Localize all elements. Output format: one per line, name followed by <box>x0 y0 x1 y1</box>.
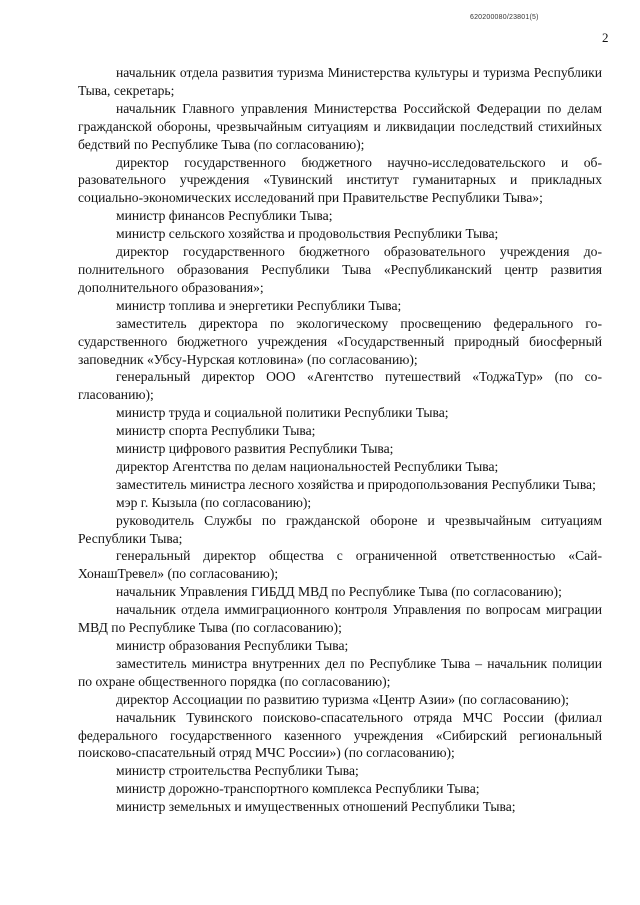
page-number: 2 <box>602 30 609 45</box>
committee-member-paragraph: министр труда и социальной политики Республики Тыва; <box>116 405 449 421</box>
committee-member-paragraph: начальник Главного управления Министерства Российской Федерации по делам гражданской обороны, чрезвычайным ситуациям и ликвидации последствий стихийных бедствий по Республике Тыва (по согласованию); <box>78 100 602 152</box>
committee-member-paragraph: заместитель директора по экологическому просвещению федерального государственного бюджетного учреждения «Государственный природный биосферный заповедник «Убсу-Нурская котловина» (по согласованию); <box>78 315 602 367</box>
committee-member-paragraph: министр цифрового развития Республики Тыва; <box>116 441 394 457</box>
committee-member-paragraph: заместитель министра внутренних дел по Республике Тыва – начальник полиции по охране общественного порядка (по согласованию); <box>78 655 602 689</box>
committee-member-paragraph: генеральный директор ООО «Агентство путешествий «ТоджаТур» (по согласованию); <box>78 369 602 403</box>
committee-member-paragraph: заместитель министра лесного хозяйства и природопользования Республики Тыва; <box>116 476 596 492</box>
committee-member-paragraph: начальник отдела развития туризма Министерства культуры и туризма Республики Тыва, секретарь; <box>78 65 602 98</box>
committee-member-paragraph: министр образования Республики Тыва; <box>116 638 349 653</box>
document-code: 620200080/23801(5) <box>470 14 539 21</box>
committee-member-paragraph: министр финансов Республики Тыва; <box>116 208 333 224</box>
committee-member-paragraph: начальник Тувинского поисково-спасательного отряда МЧС России (филиал федерального государственного казенного учреждения «Сибирский региональный поисково-спасательный отряд МЧС России») (по согласованию); <box>78 709 602 761</box>
committee-member-paragraph: министр спорта Республики Тыва; <box>116 423 316 439</box>
committee-member-paragraph: начальник Управления ГИБДД МВД по Республике Тыва (по согласованию); <box>116 584 562 600</box>
committee-member-paragraph: директор Ассоциации по развитию туризма «Центр Азии» (по согласованию); <box>116 691 570 707</box>
document-body <box>78 64 602 816</box>
committee-member-paragraph: начальник отдела иммиграционного контроля Управления по вопросам миграции МВД по Республике Тыва (по согласованию); <box>78 602 602 636</box>
committee-member-paragraph: генеральный директор общества с ограниченной ответственностью «СайХонашТревел» (по согласованию); <box>78 548 602 582</box>
committee-member-paragraph: руководитель Службы по гражданской обороне и чрезвычайным ситуациям Республики Тыва; <box>78 512 602 546</box>
committee-member-paragraph: директор Агентства по делам национальностей Республики Тыва; <box>116 458 499 474</box>
committee-member-paragraph: министр строительства Республики Тыва; <box>116 763 359 779</box>
committee-member-paragraph: директор государственного бюджетного образовательного учреждения дополнительного образования Республики Тыва «Республиканский центр развития дополнительного образования»; <box>78 244 602 295</box>
committee-member-paragraph: министр топлива и энергетики Республики Тыва; <box>116 297 402 313</box>
committee-member-paragraph: министр земельных и имущественных отношений Республики Тыва; <box>116 799 516 815</box>
committee-member-paragraph: директор государственного бюджетного научно-исследовательского и образовательного учреждения «Тувинский институт гуманитарных и прикладных социально-экономических исследований при Правительстве Республики Тыва»; <box>78 154 602 206</box>
committee-member-paragraph: министр дорожно-транспортного комплекса Республики Тыва; <box>116 781 480 797</box>
committee-member-paragraph: мэр г. Кызыла (по согласованию); <box>116 494 312 510</box>
committee-member-paragraph: министр сельского хозяйства и продовольствия Республики Тыва; <box>116 226 499 242</box>
